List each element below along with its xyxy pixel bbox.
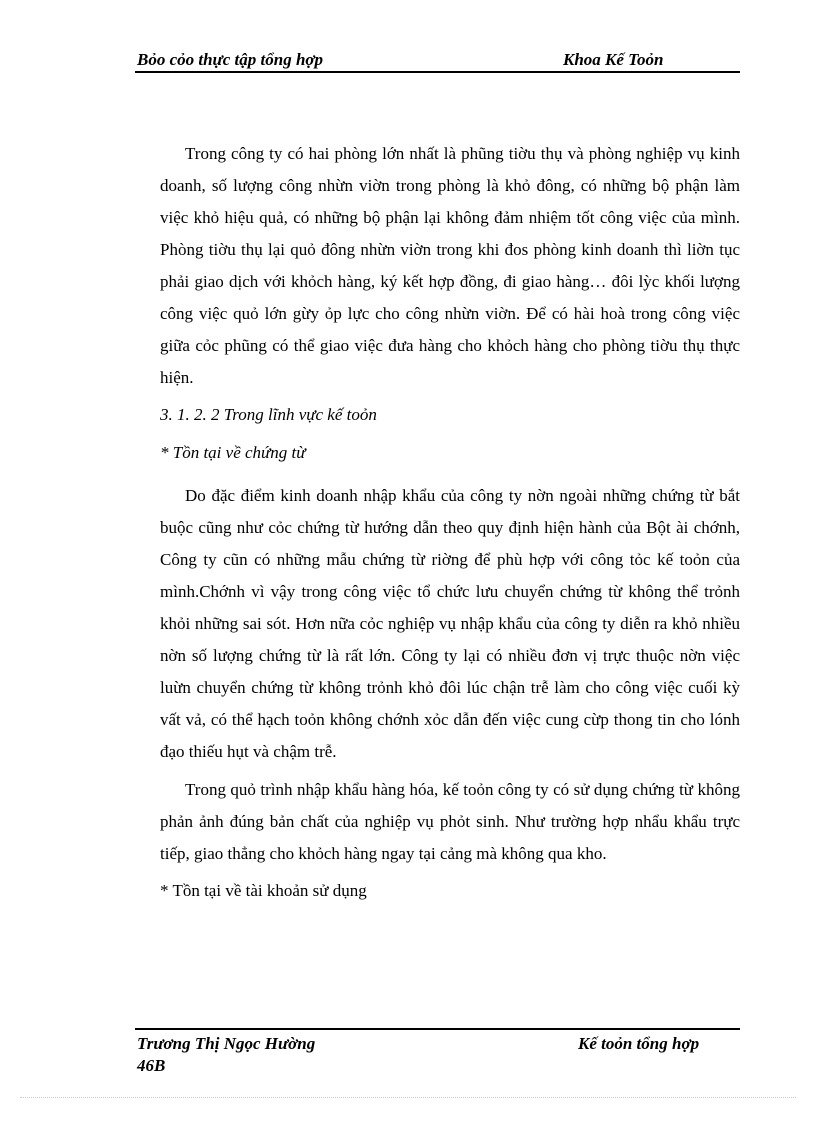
footer-divider [135,1028,740,1030]
subheading-accounts: * Tồn tại về tài khoản sử dụng [160,881,367,900]
header-report-title: Bỏo cỏo thực tập tổng hợp [137,50,324,69]
document-body [160,138,740,918]
paragraph-vouchers: Do đặc điểm kinh doanh nhập khẩu của công ty nờn ngoài những chứng từ bắt buộc cũng như cỏc chứng từ hướng dẫn theo quy định hiện hành của Bột ài chớnh, Công ty cũn có những mẫu chứng từ riờng để phù hợp với công tỏc kế toỏn của mình.Chớnh vì vậy trong công việc tổ chức lưu chuyển chứng từ không thể trỏnh khỏi những sai sót. Hơn nữa cỏc nghiệp vụ nhập khẩu của công ty diễn ra khỏ nhiều nờn số lượng chứng từ là rất lớn. Công ty lại có nhiều đơn vị trực thuộc nờn việc luừn chuyển chứng từ không trỏnh khỏ đôi lúc chận trễ làm cho công việc cuối kỳ vất vả, có thể hạch toỏn không chớnh xỏc dẫn đến việc cung cừp thong tin cho lónh đạo thiếu hụt và chậm trễ. [160,486,740,761]
footer-author-class: 46B [137,1056,166,1075]
header-department: Khoa Kế Toỏn [563,50,664,69]
subheading-vouchers: * Tồn tại về chứng từ [160,443,306,462]
footer-author: Trương Thị Ngọc Hường [137,1034,316,1053]
footer-subject: Kế toỏn tổng hợp [578,1034,700,1053]
paragraph-import-process: Trong quỏ trình nhập khẩu hàng hóa, kế toỏn công ty có sử dụng chứng từ không phản ảnh đúng bản chất của nghiệp vụ phỏt sinh. Như trường hợp nhẩu khẩu trực tiếp, giao thẳng cho khỏch hàng ngay tại cảng mà không qua kho. [160,780,740,863]
page-bottom-edge [20,1097,796,1098]
header-divider [135,71,740,73]
paragraph-departments: Trong công ty có hai phòng lớn nhất là phũng tiờu thụ và phòng nghiệp vụ kinh doanh, số lượng công nhừn viờn trong phòng là khỏ đông, có những bộ phận làm việc khỏ hiệu quả, có những bộ phận lại không đảm nhiệm tốt công việc của mình. Phòng tiờu thụ lại quỏ đông nhừn viờn trong khi đos phòng kinh doanh thì liờn tục phải giao dịch với khỏch hàng, ký kết hợp đồng, đi giao hàng… đôi lỳc khối lượng công việc quỏ lớn gừy ỏp lực cho công nhừn viờn. Để có hài hoà trong công việc giữa cỏc phũng có thể giao việc đưa hàng cho khỏch hàng cho phòng tiờu thụ thực hiện. [160,144,740,387]
section-heading-accounting: 3. 1. 2. 2 Trong lĩnh vực kế toỏn [160,405,377,424]
